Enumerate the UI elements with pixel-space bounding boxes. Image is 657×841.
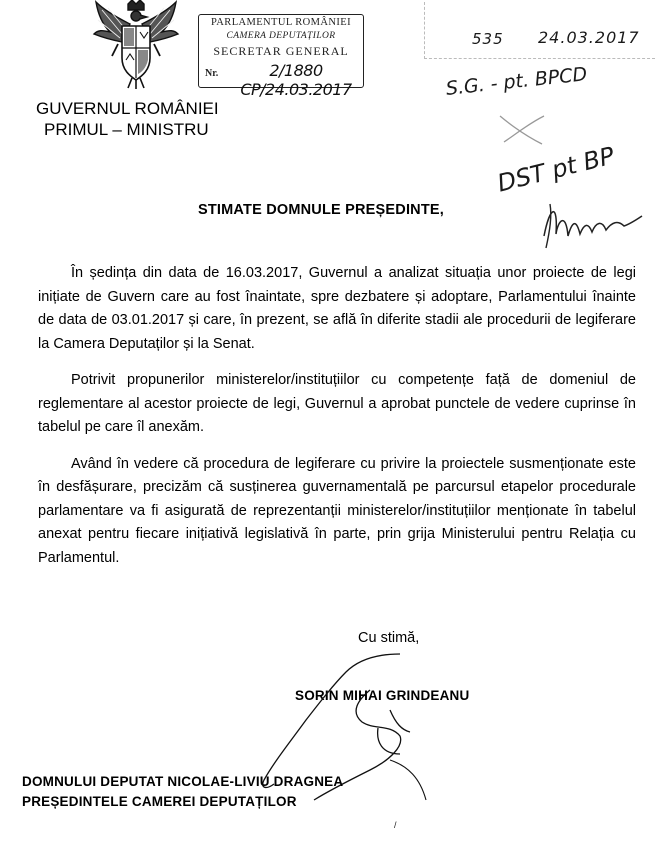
handwritten-routing-note: S.G. - pt. BPCD bbox=[444, 63, 589, 100]
handwritten-registration-date: 24.03.2017 bbox=[538, 28, 640, 47]
body-paragraph-2: Potrivit propunerilor ministerelor/instituțiilor cu competențe față de domeniul de reglementare al acestor proiecte de legi, Guvernul a aprobat punctele de vedere cuprinse în tabelul pe care îl anexăm. bbox=[38, 372, 636, 435]
handwritten-initials bbox=[536, 196, 646, 252]
signer-name: SORIN MIHAI GRINDEANU bbox=[295, 688, 470, 703]
stamp-line-1: PARLAMENTUL ROMÂNIEI bbox=[211, 17, 351, 28]
salutation: STIMATE DOMNULE PREȘEDINTE, bbox=[198, 202, 445, 218]
institution-office: PRIMUL – MINISTRU bbox=[44, 120, 209, 139]
letter-body bbox=[38, 262, 636, 583]
stamp-line-2: CAMERA DEPUTAȚILOR bbox=[226, 31, 336, 41]
body-paragraph-1: În ședința din data de 16.03.2017, Guvernul a analizat situația unor proiecte de legi inițiate de Guvern care au fost înaintate, spre dezbatere și adoptare, Parlamentului înainte de data de 03.01.2017 și care, în prezent, se află în diferite stadii ale procedurii de legiferare la Camera Deputaților și la Senat. bbox=[38, 265, 636, 352]
addressee-title: PREȘEDINTELE CAMEREI DEPUTAȚILOR bbox=[22, 794, 297, 809]
addressee-name: DOMNULUI DEPUTAT NICOLAE-LIVIU DRAGNEA bbox=[22, 774, 344, 789]
institution-name: GUVERNUL ROMÂNIEI bbox=[36, 99, 219, 118]
registration-stamp bbox=[198, 14, 364, 99]
closing-formula: Cu stimă, bbox=[358, 630, 420, 646]
stamp-number-label: Nr. bbox=[205, 68, 219, 79]
body-paragraph-3: Având în vedere că procedura de legiferare cu privire la proiectele susmenționate este în desfășurare, precizăm că susținerea guvernamentală pe parcursul etapelor procedurale parlamentare va fi asigurată de reprezentanții ministerelor/instituțiilor menționate în tabelul anexat pentru fiecare inițiativă legislativă în parte, prin grija Ministerului pentru Relația cu Parlamentul. bbox=[38, 455, 636, 566]
stamp-line-3: SECRETAR GENERAL bbox=[213, 44, 349, 58]
handwritten-cross-mark bbox=[496, 112, 548, 148]
page-mark: / bbox=[394, 820, 397, 830]
addressee-block bbox=[22, 772, 343, 812]
stamp-number-value: 2/1880 CP/24.03.2017 bbox=[240, 61, 352, 99]
handwritten-dst-note: DST pt BP bbox=[494, 141, 618, 198]
coat-of-arms-icon bbox=[92, 0, 180, 90]
handwritten-registration-number: 535 bbox=[472, 30, 504, 48]
institution-header bbox=[36, 98, 219, 140]
